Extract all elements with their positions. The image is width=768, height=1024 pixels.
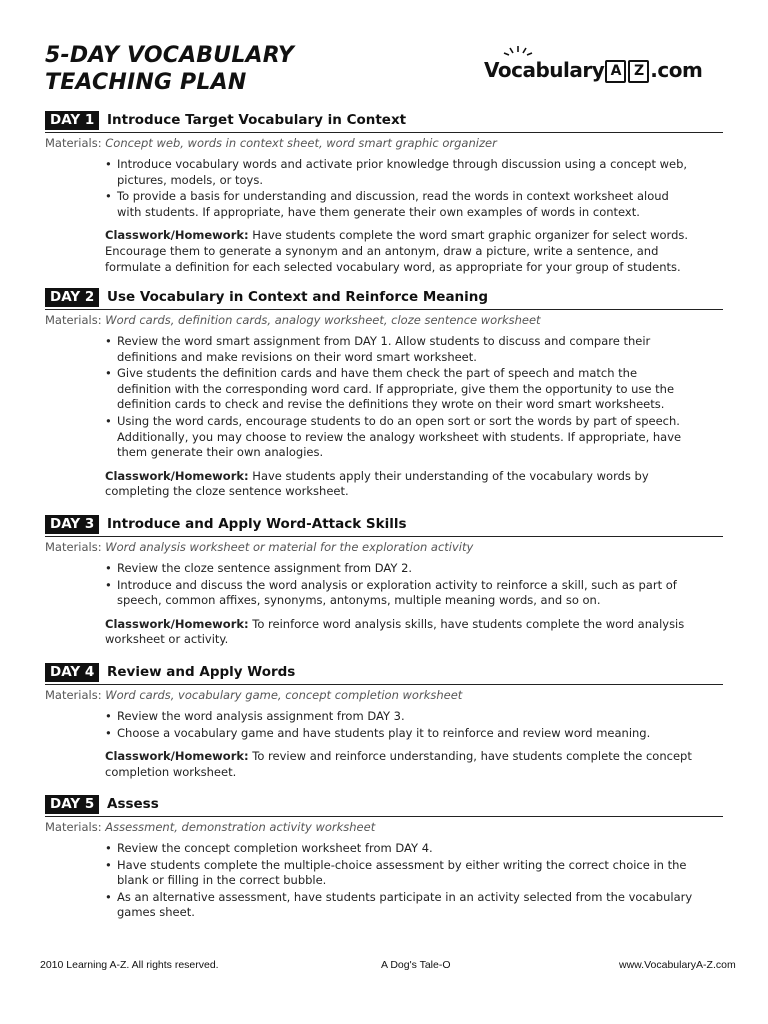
bullet-text: Using the word cards, encourage students to do an open sort or sort the words by part of speech. Additionally, you may choose to review the analogy worksheet with students. If appropriate, have them generate their own analogies. [117, 413, 682, 460]
bullet-list [45, 334, 723, 461]
day-5-section [45, 794, 723, 922]
materials-line [45, 540, 723, 555]
bullet-text: Introduce vocabulary words and activate prior knowledge through discussion using a concept web, pictures, models, or toys. [117, 157, 688, 187]
bullet-item: • Choose a vocabulary game and have students play it to reinforce and review word meaning. [105, 725, 651, 740]
footer-copyright: 2010 Learning A-Z. All rights reserved. [40, 959, 219, 971]
bullet-item: • Review the concept completion worksheet from DAY 4. [105, 841, 433, 855]
bullet-list [45, 841, 723, 921]
bullet-list [45, 709, 723, 741]
vocabulary-az-logo [484, 44, 724, 92]
footer-title: A Dog's Tale-O [381, 959, 451, 971]
materials-label: Materials: [45, 820, 102, 834]
day-badge: DAY 3 [45, 515, 99, 534]
homework-paragraph [105, 749, 723, 780]
materials-text: Assessment, demonstration activity worksheet [105, 820, 376, 834]
bullet-text: Review the cloze sentence assignment from DAY 2. [117, 561, 413, 575]
bullet-list [45, 561, 723, 609]
materials-text: Word cards, vocabulary game, concept completion worksheet [105, 688, 463, 702]
homework-paragraph [105, 617, 723, 648]
bullet-item: • Review the cloze sentence assignment from DAY 2. [105, 561, 413, 575]
page-title-line1: 5-DAY VOCABULARY [45, 43, 295, 68]
logo-suffix: .com [650, 58, 703, 82]
bullet-item: • Review the word analysis assignment from DAY 3. [105, 709, 405, 723]
homework-paragraph [105, 228, 723, 275]
homework-label: Classwork/Homework: [105, 468, 249, 483]
sunburst-icon [498, 44, 538, 58]
materials-label: Materials: [45, 313, 102, 327]
bullet-item: • Introduce and discuss the word analysis or exploration activity to reinforce a skill, such as part of speech, common affixes, synonyms, antonyms, multiple meaning words, and so on. [105, 577, 677, 608]
bullet-item: • Give students the definition cards and have them check the part of speech and match the definition with the corresponding word card. If appropriate, give them the opportunity to use the definition cards to check and revise the definitions they wrote on their word smart worksheets. [105, 366, 675, 412]
bullet-text: Have students complete the multiple-choice assessment by either writing the correct choice in the blank or filling in the correct bubble. [117, 857, 687, 888]
homework-label: Classwork/Homework: [105, 228, 249, 243]
day-header [45, 287, 723, 310]
page-title-line2: TEACHING PLAN [45, 70, 247, 95]
bullet-text: To provide a basis for understanding and discussion, read the words in context worksheet aloud with students. If appropriate, have them generate their own examples of words in context. [117, 189, 669, 219]
materials-label: Materials: [45, 136, 102, 150]
bullet-text: Give students the definition cards and have them check the part of speech and match the definition with the corresponding word card. If appropriate, give them the opportunity to use the definition cards to check and revise the definitions they wrote on their word smart worksheets. [117, 366, 675, 412]
footer-website-link[interactable]: www.VocabularyA-Z.com [619, 959, 736, 971]
bullet-item: • To provide a basis for understanding and discussion, read the words in context worksheet aloud with students. If appropriate, have them generate their own examples of words in context. [105, 189, 669, 219]
day-badge: DAY 2 [45, 288, 99, 307]
bullet-text: Review the concept completion worksheet from DAY 4. [117, 841, 433, 855]
homework-text: To review and reinforce understanding, have students complete the concept completion worksheet. [105, 749, 692, 779]
materials-line [45, 136, 723, 151]
homework-label: Classwork/Homework: [105, 616, 249, 631]
day-3-section [45, 514, 723, 648]
day-title: Assess [107, 796, 159, 812]
materials-line [45, 820, 723, 835]
materials-line [45, 313, 723, 328]
bullet-item: • Review the word smart assignment from DAY 1. Allow students to discuss and compare their definitions and make revisions on their word smart worksheet. [105, 334, 651, 364]
day-title: Review and Apply Words [107, 664, 296, 680]
bullet-item: • Introduce vocabulary words and activate prior knowledge through discussion using a concept web, pictures, models, or toys. [105, 157, 688, 187]
day-badge: DAY 1 [45, 111, 99, 130]
bullet-item: • Using the word cards, encourage students to do an open sort or sort the words by part of speech. Additionally, you may choose to review the analogy worksheet with students. If appropriate, have them generate their own analogies. [105, 413, 682, 460]
bullet-item: • As an alternative assessment, have students participate in an activity selected from the vocabulary games sheet. [105, 889, 693, 920]
bullet-text: Review the word analysis assignment from DAY 3. [117, 709, 405, 723]
day-header [45, 110, 723, 133]
materials-label: Materials: [45, 688, 102, 702]
homework-text: To reinforce word analysis skills, have students complete the word analysis worksheet or activity. [105, 616, 685, 647]
materials-text: Word analysis worksheet or material for the exploration activity [105, 540, 474, 554]
day-title: Introduce and Apply Word-Attack Skills [107, 516, 407, 532]
materials-line [45, 688, 723, 703]
day-header [45, 794, 723, 817]
bullet-text: As an alternative assessment, have students participate in an activity selected from the vocabulary games sheet. [117, 889, 693, 920]
day-title: Use Vocabulary in Context and Reinforce Meaning [107, 289, 489, 305]
homework-text: Have students apply their understanding of the vocabulary words by completing the cloze sentence worksheet. [105, 468, 649, 499]
day-badge: DAY 4 [45, 663, 99, 682]
bullet-text: Choose a vocabulary game and have students play it to reinforce and review word meaning. [117, 725, 651, 740]
day-badge: DAY 5 [45, 795, 99, 814]
day-header [45, 662, 723, 685]
materials-label: Materials: [45, 540, 102, 554]
logo-tile-a: A [605, 60, 626, 83]
bullet-list [45, 157, 723, 220]
day-title: Introduce Target Vocabulary in Context [107, 112, 407, 128]
materials-text: Concept web, words in context sheet, word smart graphic organizer [105, 136, 497, 150]
bullet-item: • Have students complete the multiple-choice assessment by either writing the correct choice in the blank or filling in the correct bubble. [105, 857, 687, 888]
page-title [45, 42, 294, 96]
day-header [45, 514, 723, 537]
day-2-section [45, 287, 723, 500]
homework-paragraph [105, 469, 723, 500]
day-4-section [45, 662, 723, 780]
day-1-section [45, 110, 723, 275]
logo-prefix: Vocabulary [484, 58, 605, 82]
materials-text: Word cards, definition cards, analogy worksheet, cloze sentence worksheet [105, 313, 541, 327]
logo-tile-z: Z [628, 60, 649, 83]
bullet-text: Review the word smart assignment from DAY 1. Allow students to discuss and compare their definitions and make revisions on their word smart worksheet. [117, 334, 651, 364]
homework-text: Have students complete the word smart graphic organizer for select words. Encourage them to generate a synonym and an antonym, draw a picture, write a sentence, and formulate a definition for each selected vocabulary word, as appropriate for your group of students. [105, 228, 689, 274]
bullet-text: Introduce and discuss the word analysis or exploration activity to reinforce a skill, such as part of speech, common affixes, synonyms, antonyms, multiple meaning words, and so on. [117, 577, 677, 608]
homework-label: Classwork/Homework: [105, 749, 249, 764]
